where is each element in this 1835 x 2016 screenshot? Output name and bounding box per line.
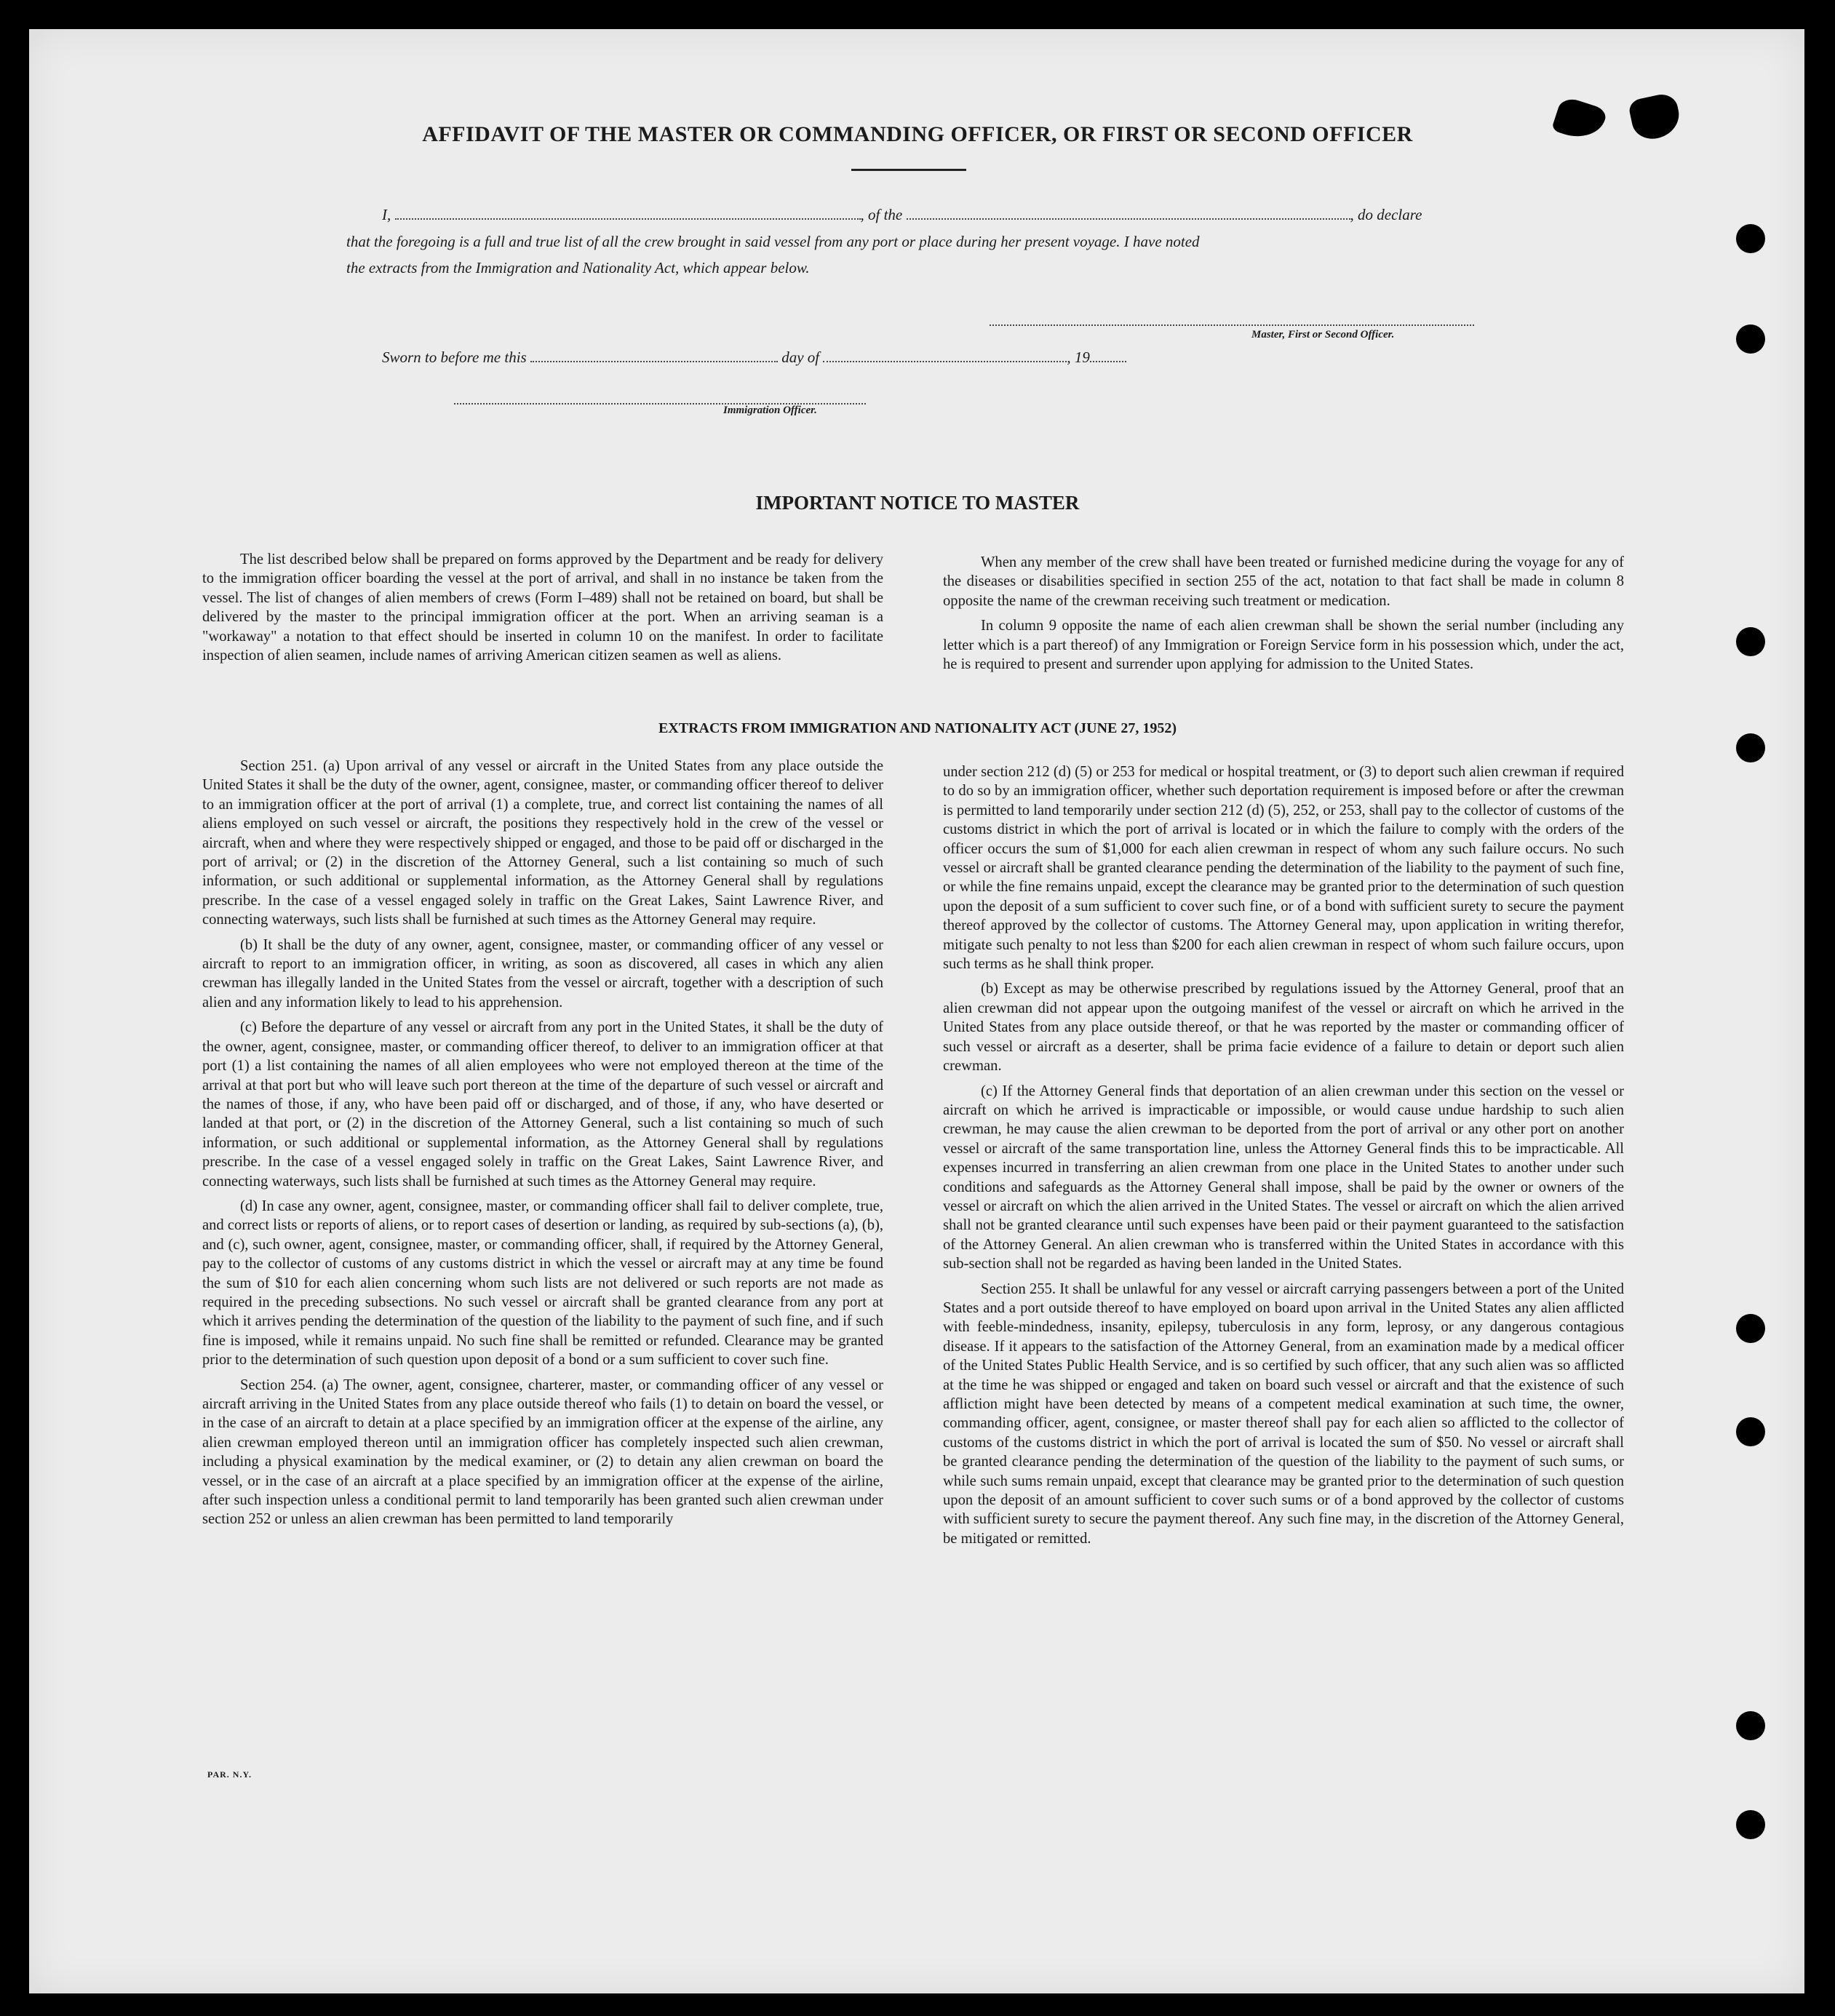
do-declare-label: , do declare (1350, 206, 1422, 223)
notice-right-column (943, 553, 1624, 680)
form-title: AFFIDAVIT OF THE MASTER OR COMMANDING OFFICER, OR FIRST OR SECOND OFFICER (422, 122, 1413, 146)
section-254-a: Section 254. (a) The owner, agent, consignee, charterer, master, or commanding officer of any vessel or aircraft arriving in the United States from any place outside thereof who fails (1) to detain on board the vessel, or in the case of an aircraft to detain at a place specified by an immigration officer at the expense of the airline, any alien crewman employed thereon until an immigration officer has completely inspected such alien crewman, including a physical examination by the medical examiner, or (2) to detain any alien crewman on board the vessel, or in the case of an aircraft at a place specified by an immigration officer at the expense of the airline, after such inspection unless a conditional permit to land temporarily has been granted such alien crewman under section 252 or unless an alien crewman has been permitted to land temporarily (202, 1376, 883, 1528)
section-251-c: (c) Before the departure of any vessel or aircraft from any port in the United States, it shall be the duty of the owner, agent, consignee, master, or commanding officer thereof, to deliver to an immigration officer at that port (1) a list containing the names of all alien employees who were not employed thereon at the time of the arrival at that port but who will leave such port thereon at the time of the departure of such vessel or aircraft and the names of those, if any, who have been paid off or discharged, and of those, if any, who have deserted or landed at that port, or (2) in the discretion of the Attorney General, such a list containing so much of such information, or such additional or supplemental information, as the Attorney General shall by regulations prescribe. In the case of a vessel engaged solely in traffic on the Great Lakes, Saint Lawrence River, and connecting waterways, such lists shall be furnished at such times as the Attorney General may require. (202, 1019, 883, 1190)
master-signature-caption: Master, First or Second Officer. (1251, 329, 1395, 340)
section-254-b: (b) Except as may be otherwise prescribed by regulations issued by the Attorney General, proof that an alien crewman did not appear upon the outgoing manifest of the vessel or aircraft on which he arrived in the United States from any place outside thereof, or that he was reported by the master or commanding officer of such vessel or aircraft as a deserter, shall be prima facie evidence of a failure to detain or deport such alien crewman. (943, 981, 1624, 1075)
notice-left-column (202, 550, 883, 671)
section-251-b: (b) It shall be the duty of any owner, agent, consignee, master, or commanding officer of any vessel or aircraft to report to an immigration officer, in writing, as soon as discovered, all cases in which any alien crewman has illegally landed in the United States from the vessel or aircraft, together with a description of such alien and any information likely to lead to his apprehension. (202, 936, 883, 1011)
declaration-line-1 (382, 205, 1473, 224)
declaration-line-2: that the foregoing is a full and true list of all the crew brought in said vessel from any port or place during her present voyage. I have noted (346, 233, 1200, 250)
notice-title: IMPORTANT NOTICE TO MASTER (755, 492, 1080, 514)
binder-hole (1736, 1417, 1765, 1446)
section-254-c: (c) If the Attorney General finds that deportation of an alien crewman under this section on the vessel or aircraft on which he arrived is impracticable or impossible, or would cause undue hardship to such alien crewman, he may cause the alien crewman to be deported from the port of arrival or any other port on another vessel or aircraft of the same transportation line, unless the Attorney General finds this to be impracticable. All expenses incurred in transferring an alien crewman from one place in the United States to another under such conditions and safeguards as the Attorney General shall impose, shall be paid by the owner or owners of the vessel or aircraft on which the alien arrived in the United States. The vessel or aircraft on which the alien arrived shall not be granted clearance until such expenses have been paid or their payment guaranteed to the satisfaction of the Attorney General. An alien crewman who is transferred within the United States in accordance with this sub-section shall not be regarded as having been landed in the United States. (943, 1083, 1624, 1272)
extracts-title: EXTRACTS FROM IMMIGRATION AND NATIONALITY ACT (JUNE 27, 1952) (658, 720, 1177, 736)
notice-paragraph: In column 9 opposite the name of each alien crewman shall be shown the serial number (including any letter which is a part thereof) of any Immigration or Foreign Service form in his possession which, under the act, he is required to present and surrender upon applying for admission to the United States. (943, 618, 1624, 673)
binder-hole (1736, 224, 1765, 253)
section-251-a: Section 251. (a) Upon arrival of any vessel or aircraft in the United States from any place outside the United States it shall be the duty of the owner, agent, consignee, master, or commanding officer thereof to deliver to an immigration officer at the port of arrival (1) a complete, true, and correct list containing the names of all aliens employed on such vessel or aircraft, the positions they respectively hold in the crew of the vessel or aircraft, when and where they were respectively shipped or engaged, and those to be paid off or discharged in the port of arrival; or (2) in the discretion of the Attorney General, such a list containing so much of such information, or such additional or supplemental information, as the Attorney General shall by regulations prescribe. In the case of a vessel engaged solely in traffic on the Great Lakes, Saint Lawrence River, and connecting waterways, such lists shall be furnished at such times as the Attorney General may require. (202, 758, 883, 928)
immigration-officer-caption: Immigration Officer. (723, 405, 817, 416)
sworn-month-field[interactable] (823, 348, 1067, 362)
year-label: , 19 (1067, 348, 1090, 366)
section-254-a-continued: under section 212 (d) (5) or 253 for medical or hospital treatment, or (3) to deport such alien crewman if required to do so by an immigration officer, whether such deportation requirement is imposed before or after the crewman is permitted to land temporarily under section 212 (d) (5), 252, or 253, shall pay to the collector of customs of the customs district in which the port of arrival is located or in which the failure to comply with the orders of the officer occurs the sum of $1,000 for each alien crewman in respect of whom any such failure occurs. No such vessel or aircraft shall be granted clearance pending the determination of the liability to the payment of such fine, or while the fine remains unpaid, except the clearance may be granted prior to the determination of such question upon the deposit of a sum sufficient to cover such fine, or of a bond with sufficient surety to secure the payment thereof approved by the collector of customs. The Attorney General may, upon application in writing therefor, mitigate such penalty to not less than $200 for each alien crewman in respect of whom such failure occurs, upon such terms as he shall think proper. (943, 764, 1624, 973)
binder-hole (1736, 1810, 1765, 1839)
sworn-label: Sworn to before me this (382, 348, 527, 366)
section-251-d: (d) In case any owner, agent, consignee, master, or commanding officer shall fail to deliver complete, true, and correct lists or reports of aliens, or to report cases of desertion or landing, as required by sub-sections (a), (b), and (c), such owner, agent, consignee, master, or commanding officer, shall, if required by the Attorney General, pay to the collector of customs of any customs district in which the vessel or aircraft may at any time be found the sum of $10 for each alien concerning whom such lists are not delivered or such reports are not made as required in the preceding subsections. No such vessel or aircraft shall be granted clearance from any port at which it arrives pending the determination of the question of the liability to the payment of such fine, and if such fine is imposed, while it remains unpaid. No such fine shall be remitted or refunded. Clearance may be granted prior to the determination of such question upon deposit of a bond or a sum sufficient to cover such fine. (202, 1198, 883, 1368)
declaration-line-3: the extracts from the Immigration and Nationality Act, which appear below. (346, 259, 810, 276)
sworn-line (382, 348, 1255, 367)
master-signature-field[interactable] (990, 311, 1474, 326)
binder-hole (1736, 733, 1765, 762)
of-the-label: , of the (860, 206, 903, 223)
name-field[interactable] (395, 205, 861, 220)
section-255: Section 255. It shall be unlawful for any vessel or aircraft carrying passengers between a port of the United States and a port outside thereof to have employed on board upon arrival in the United States any alien afflicted with feeble-mindedness, insanity, epilepsy, tuberculosis in any form, leprosy, or any dangerous contagious disease. If it appears to the satisfaction of the Attorney General, from an examination made by a medical officer of the United States Public Health Service, and is so certified by such officer, that any such alien was so afflicted at the time he was shipped or engaged and taken on board such vessel or aircraft and that the existence of such affliction might have been detected by means of a competent medical examination at such time, the owner, commanding officer, agent, consignee, or master thereof shall pay for each alien so afflicted to the collector of customs of the customs district in which the port of arrival is located the sum of $50. No vessel or aircraft shall be granted clearance pending the determination of the question of the liability to the payment of such sums, or while such sums remain unpaid, except that clearance may be granted prior to the determination of such question upon the deposit of an amount sufficient to cover such sums or of a bond approved by the collector of customs with sufficient surety to secure the payment thereof. Any such fine may, in the discretion of the Attorney General, be mitigated or remitted. (943, 1280, 1624, 1547)
sworn-day-field[interactable] (530, 348, 778, 362)
day-of-label: day of (781, 348, 820, 366)
immigration-officer-signature-field[interactable] (454, 390, 866, 405)
sworn-year-field[interactable] (1090, 348, 1126, 362)
extracts-left-column (202, 757, 883, 1535)
binder-hole (1736, 1314, 1765, 1343)
notice-paragraph: The list described below shall be prepared on forms approved by the Department and be ready for delivery to the immigration officer boarding the vessel at the port of arrival, and shall in no instance be taken from the vessel. The list of changes of alien members of crews (Form I–489) shall not be retained on board, but shall be delivered by the master to the principal immigration officer at the port. When an arriving seaman is a "workaway" a notation to that effect should be inserted in column 10 on the manifest. In order to facilitate inspection of alien seamen, include names of arriving American citizen seamen as well as aliens. (202, 551, 883, 664)
binder-hole (1736, 1711, 1765, 1740)
binder-hole (1736, 627, 1765, 656)
extracts-right-column (943, 762, 1624, 1554)
notice-paragraph: When any member of the crew shall have been treated or furnished medicine during the voyage for any of the diseases or disabilities specified in section 255 of the act, notation to that fact shall be made in column 8 opposite the name of the crewman receiving such treatment or medication. (943, 554, 1624, 609)
i-label: I, (382, 206, 391, 223)
title-underline (851, 169, 966, 171)
binder-hole (1736, 324, 1765, 354)
vessel-name-field[interactable] (907, 205, 1350, 220)
printer-code: PAR. N.Y. (207, 1769, 252, 1780)
